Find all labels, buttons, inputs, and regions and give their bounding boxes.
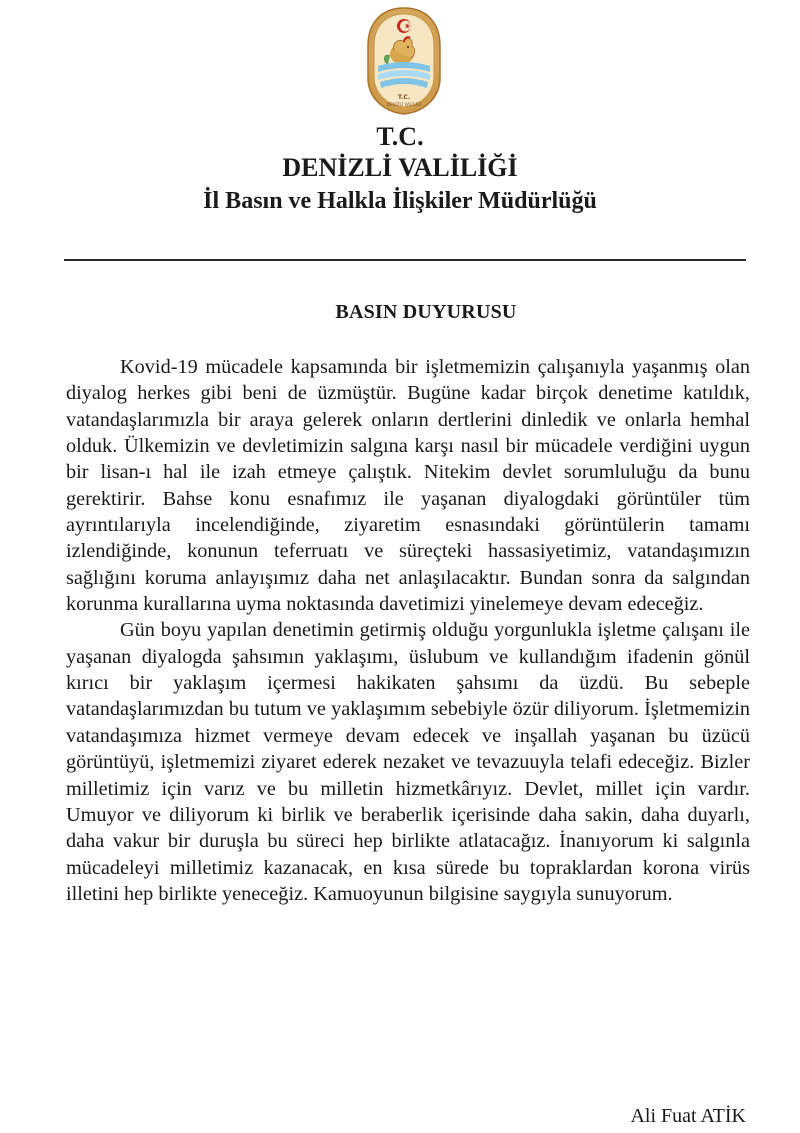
body-paragraph-2: Gün boyu yapılan denetimin getirmiş olduğu yorgunlukla işletme çalışanı ile yaşanan diyalogda şahsımın yaklaşımı, üslubum ve kullandığım ifadenin gönül kırıcı bir yaklaşım içermesi hakikaten şahsımı da üzdü. Bu sebeple vatandaşlarımızdan bu tutum ve yaklaşımım sebebiyle özür diliyorum. İşletmemizin vatandaşımıza hizmet vermeye devam edecek ve inşallah yaşanan bu üzücü görüntüyü, işletmemizi ziyaret ederek nezaket ve tevazuuyla telafi edeceğiz. Bizler milletimiz için varız ve bu milletin hizmetkârıyız. Devlet, millet için vardır. Umuyor ve diliyorum ki birlik ve beraberlik içerisinde daha sakin, daha duyarlı, daha vakur bir duruşla bu süreci hep birlikte atlatacağız. İnanıyorum ki salgınla mücadeleyi milletimiz kazanacak, en kısa sürede bu topraklardan korona virüs illetini hep birlikte yeneceğiz. Kamuoyunun bilgisine saygıyla sunuyorum. — [66, 619, 750, 905]
document-body — [66, 354, 750, 907]
signature: Ali Fuat ATİK — [630, 1105, 746, 1127]
header-tc: T.C. — [376, 122, 424, 151]
header-divider — [64, 259, 746, 261]
header-directorate: İl Basın ve Halkla İlişkiler Müdürlüğü — [203, 188, 597, 214]
header-governorship: DENİZLİ VALİLİĞİ — [282, 153, 518, 182]
svg-text:DENİZLİ VALİLİĞİ: DENİZLİ VALİLİĞİ — [386, 102, 422, 107]
body-paragraph-1: Kovid-19 mücadele kapsamında bir işletmemizin çalışanıyla yaşanmış olan diyalog herkes gibi beni de üzmüştür. Bugüne kadar birçok denetime katıldık, vatandaşlarımızla bir araya gelerek onların dertlerini dinledik ve onlarla hemhal olduk. Ülkemizin ve devletimizin salgına karşı nasıl bir mücadele verdiğini uygun bir lisan-ı hal ile izah etmeye çalıştık. Nitekim devlet sorumluluğu da bunu gerektirir. Bahse konu esnafımız ile yaşanan diyalogdaki görüntüler tüm ayrıntılarıyla incelendiğinde, ziyaretim esnasındaki görüntülerin tamamı izlendiğinde, konunun teferruatı ve süreçteki hassasiyetimiz, vatandaşımızın sağlığını koruma anlayışımız daha net anlaşılacaktır. Bundan sonra da salgından korunma kurallarına uyma noktasında davetimizi yinelemeye devam edeceğiz. — [66, 356, 750, 616]
document-title: BASIN DUYURUSU — [335, 301, 517, 323]
svg-text:T.C.: T.C. — [397, 94, 411, 101]
denizli-governorship-seal-icon — [364, 6, 444, 116]
